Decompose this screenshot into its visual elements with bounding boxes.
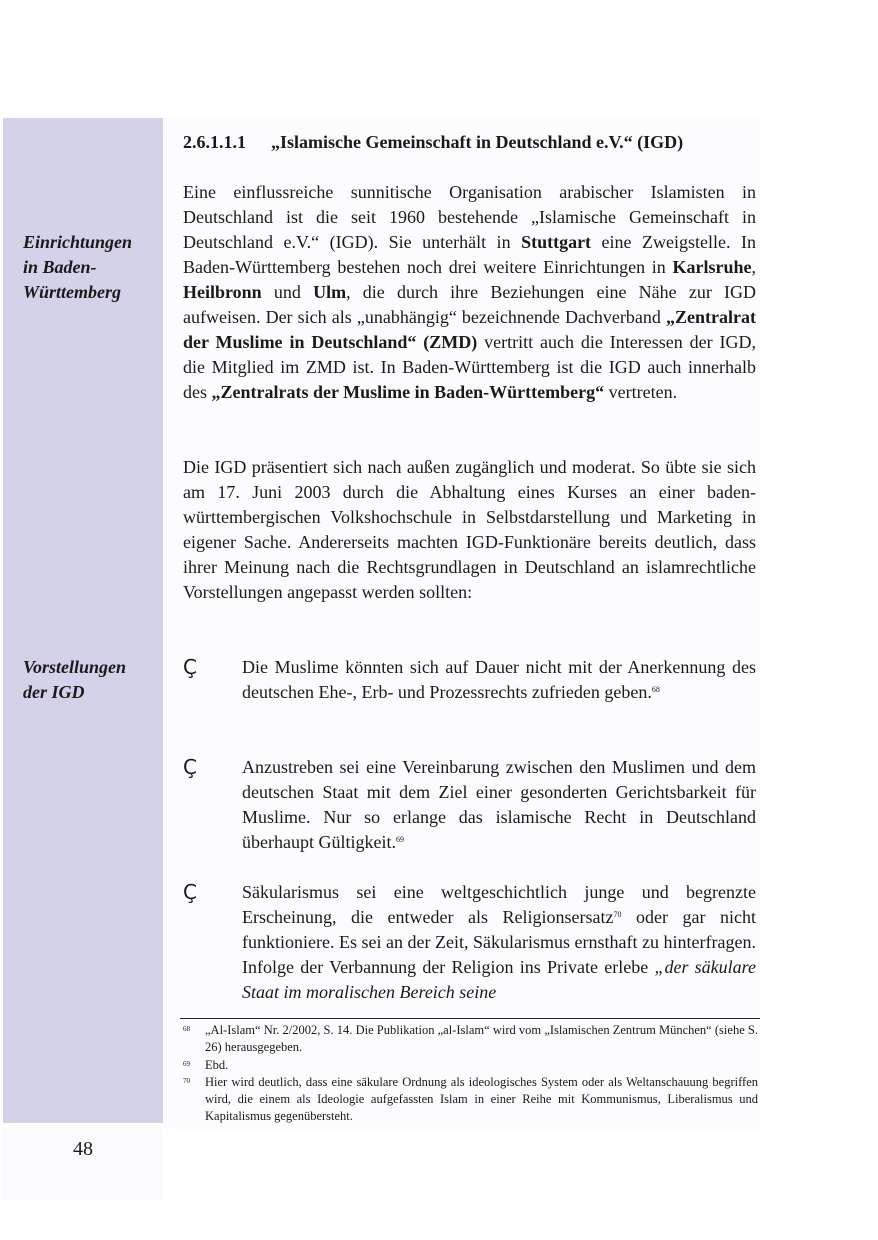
footnote-number: 70 [183, 1077, 190, 1085]
text-run: , die durch ihre Beziehungen eine Nähe zur IGD aufweisen. Der sich als „unabhängig“ bezeichnende Dachverband [183, 282, 756, 327]
footnote [183, 1022, 758, 1056]
org-zmd: „Zentralrat der Muslime in Deutschland“ (ZMD) [183, 307, 756, 352]
footnote-text: Hier wird deutlich, dass eine säkulare Ordnung als ideologisches System oder als Weltanschauung begriffen wird, die einem als Ideologie aufgefassten Islam in einer Reihe mit Kommunismus, Liberalismus und Kapitalismus gegenübersteht. [205, 1075, 758, 1123]
list-item [183, 655, 756, 705]
text-run: Eine einflussreiche sunnitische Organisation arabischer Islamisten in Deutschland ist die seit 1960 bestehende „Islamische Gemeinschaft in Deutschland e.V.“ (IGD). Sie unterhält in [183, 182, 756, 252]
place-heilbronn: Heilbronn [183, 282, 262, 302]
footnote-text: Ebd. [205, 1058, 229, 1072]
page-number-box [3, 1128, 163, 1200]
footnote-ref: 70 [613, 910, 622, 919]
bullet-text: Die Muslime könnten sich auf Dauer nicht mit der Anerkennung des deutschen Ehe-, Erb- und Prozessrechts zufrieden geben. [242, 657, 756, 702]
paragraph-igd-intro [183, 180, 756, 405]
quote-text: „der säkulare Staat im moralischen Bereich seine [242, 957, 756, 1002]
page-number: 48 [73, 1138, 93, 1160]
text-run: eine Zweigstelle. In Baden-Württemberg bestehen noch drei weitere Einrichtungen in [183, 232, 756, 277]
list-item [183, 755, 756, 855]
footnote [183, 1074, 758, 1125]
footnote-ref: 68 [651, 685, 660, 694]
text-run: vertreten. [604, 382, 678, 402]
margin-note-line: der IGD [23, 682, 85, 702]
place-ulm: Ulm [313, 282, 347, 302]
section-title: „Islamische Gemeinschaft in Deutschland e.V.“ (IGD) [271, 132, 684, 152]
bullet-text: oder gar nicht funktioniere. Es sei an der Zeit, Säkularismus ernsthaft zu hinterfragen. Infolge der Verbannung der Religion ins Private erlebe [242, 907, 756, 977]
text-run: vertritt auch die Interessen der IGD, die Mitglied im ZMD ist. In Baden-Württemberg ist die IGD auch innerhalb des [183, 332, 756, 402]
margin-note-line: Württemberg [23, 282, 122, 302]
text-run: und [261, 282, 314, 302]
list-item [183, 880, 756, 1005]
section-heading [183, 130, 763, 155]
bullet-icon: Ç [183, 655, 197, 679]
footnote-text: „Al-Islam“ Nr. 2/2002, S. 14. Die Publikation „al-Islam“ wird vom „Islamischen Zentrum München“ (siehe S. 26) herausgegeben. [205, 1023, 758, 1054]
bullet-icon: Ç [183, 880, 197, 904]
text-run: , [751, 257, 756, 277]
bullet-icon: Ç [183, 755, 197, 779]
margin-note-einrichtungen [23, 230, 158, 305]
paragraph-igd-moderat: Die IGD präsentiert sich nach außen zugänglich und moderat. So übte sie sich am 17. Juni 2003 durch die Abhaltung eines Kurses an einer baden-württembergischen Volkshochschule in Selbstdarstellung und Marketing in eigener Sache. Andererseits machten IGD-Funktionäre bereits deutlich, dass ihrer Meinung nach die Rechtsgrundlagen in Deutschland an islamrechtliche Vorstellungen angepasst werden sollten: [183, 457, 756, 602]
margin-note-vorstellungen [23, 655, 158, 705]
footnote [183, 1057, 758, 1074]
org-zentralrat-bw: „Zentralrats der Muslime in Baden-Württemberg“ [211, 382, 605, 402]
margin-note-line: Vorstellungen [23, 657, 127, 677]
margin-note-line: Einrichtungen [23, 232, 133, 252]
footnote-number: 69 [183, 1060, 190, 1068]
bullet-text: Säkularismus sei eine weltgeschichtlich junge und begrenzte Erscheinung, die entweder als Religionsersatz [242, 882, 756, 927]
place-stuttgart: Stuttgart [521, 232, 592, 252]
place-karlsruhe: Karlsruhe [672, 257, 752, 277]
footnote-divider [180, 1018, 760, 1019]
footnote-ref: 69 [395, 835, 404, 844]
section-number: 2.6.1.1.1 [183, 132, 246, 152]
margin-note-line: in Baden- [23, 257, 97, 277]
bullet-text: Anzustreben sei eine Vereinbarung zwischen den Muslimen und dem deutschen Staat mit dem Ziel einer gesonderten Gerichtsbarkeit für Muslime. Nur so erlange das islamische Recht in Deutschland überhaupt Gültigkeit. [242, 757, 756, 852]
footnote-number: 68 [183, 1025, 190, 1033]
